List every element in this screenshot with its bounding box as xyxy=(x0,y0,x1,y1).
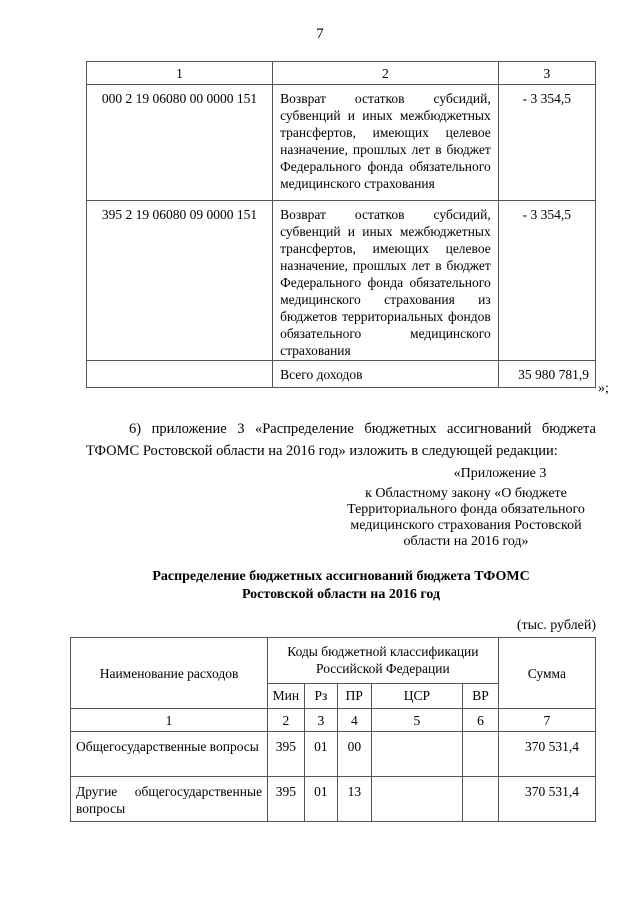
appendix-reference xyxy=(333,486,599,550)
expense-vr xyxy=(463,732,498,777)
amendment-paragraph: 6) приложение 3 «Распределение бюджетных ассигнований бюджета ТФОМС Ростовской области на 2016 год» изложить в следующей редакции: xyxy=(86,421,596,459)
closing-quote: »; xyxy=(598,381,609,396)
income-code: 395 2 19 06080 09 0000 151 xyxy=(87,201,273,361)
appendix-title: «Приложение 3 xyxy=(453,466,547,481)
subheader-pr: ПР xyxy=(338,683,371,708)
income-description: Возврат остатков субсидий, субвенций и иных межбюджетных трансфертов, имеющих целевое назначение, прошлых лет в бюджет Федерального фонда обязательного медицинского страхования xyxy=(273,85,499,201)
expense-csr xyxy=(371,777,463,822)
col-number: 2 xyxy=(268,709,305,732)
subheader-rz: Рз xyxy=(304,683,337,708)
expense-name-header: Наименование расходов xyxy=(71,638,268,709)
heading-line: Ростовской области на 2016 год xyxy=(241,587,441,602)
income-amount: - 3 354,5 xyxy=(498,201,595,361)
income-table-header-row xyxy=(87,62,596,85)
units-label: (тыс. рублей) xyxy=(516,618,596,633)
income-amount: - 3 354,5 xyxy=(498,85,595,201)
table-row xyxy=(71,732,596,777)
expense-min: 395 xyxy=(268,732,305,777)
income-total-row xyxy=(87,361,596,388)
subheader-vr: ВР xyxy=(463,683,498,708)
income-total-empty xyxy=(87,361,273,388)
table-row xyxy=(71,777,596,822)
expense-pr: 00 xyxy=(338,732,371,777)
expense-sum: 370 531,4 xyxy=(498,732,595,777)
expense-codes-header: Коды бюджетной классификации Российской Федерации xyxy=(268,638,499,684)
expense-rz: 01 xyxy=(304,732,337,777)
income-col-3-header: 3 xyxy=(498,62,595,85)
appendix-line: области на 2016 год» xyxy=(403,534,529,549)
expense-table xyxy=(70,637,596,822)
section-heading xyxy=(86,568,596,604)
income-code: 000 2 19 06080 00 0000 151 xyxy=(87,85,273,201)
page-number: 7 xyxy=(316,26,324,42)
income-col-2-header: 2 xyxy=(273,62,499,85)
col-number: 6 xyxy=(463,709,498,732)
income-total-amount: 35 980 781,9 xyxy=(498,361,595,388)
col-number: 3 xyxy=(304,709,337,732)
expense-pr: 13 xyxy=(338,777,371,822)
table-row xyxy=(87,85,596,201)
expense-vr xyxy=(463,777,498,822)
col-number: 5 xyxy=(371,709,463,732)
expense-sum: 370 531,4 xyxy=(498,777,595,822)
expense-rz: 01 xyxy=(304,777,337,822)
appendix-line: медицинского страхования Ростовской xyxy=(350,518,582,533)
expense-name: Общегосударственные вопросы xyxy=(71,732,268,777)
col-number: 4 xyxy=(338,709,371,732)
table-row xyxy=(87,201,596,361)
expense-sum-header: Сумма xyxy=(498,638,595,709)
subheader-csr: ЦСР xyxy=(371,683,463,708)
expense-number-row xyxy=(71,709,596,732)
expense-name: Другие общегосударственные вопросы xyxy=(71,777,268,822)
income-col-1-header: 1 xyxy=(87,62,273,85)
appendix-line: к Областному закону «О бюджете xyxy=(365,486,567,501)
expense-csr xyxy=(371,732,463,777)
subheader-min: Мин xyxy=(268,683,305,708)
income-total-label: Всего доходов xyxy=(273,361,499,388)
income-table xyxy=(86,61,596,388)
col-number: 1 xyxy=(71,709,268,732)
expense-min: 395 xyxy=(268,777,305,822)
income-description: Возврат остатков субсидий, субвенций и иных межбюджетных трансфертов, имеющих целевое назначение, прошлых лет в бюджет Федерального фонда обязательного медицинского страхования из бюджетов территориальных фондов обязательного медицинского страхования xyxy=(273,201,499,361)
heading-line: Распределение бюджетных ассигнований бюджета ТФОМС xyxy=(152,569,530,584)
expense-header-row xyxy=(71,638,596,684)
appendix-line: Территориального фонда обязательного xyxy=(347,502,585,517)
col-number: 7 xyxy=(498,709,595,732)
